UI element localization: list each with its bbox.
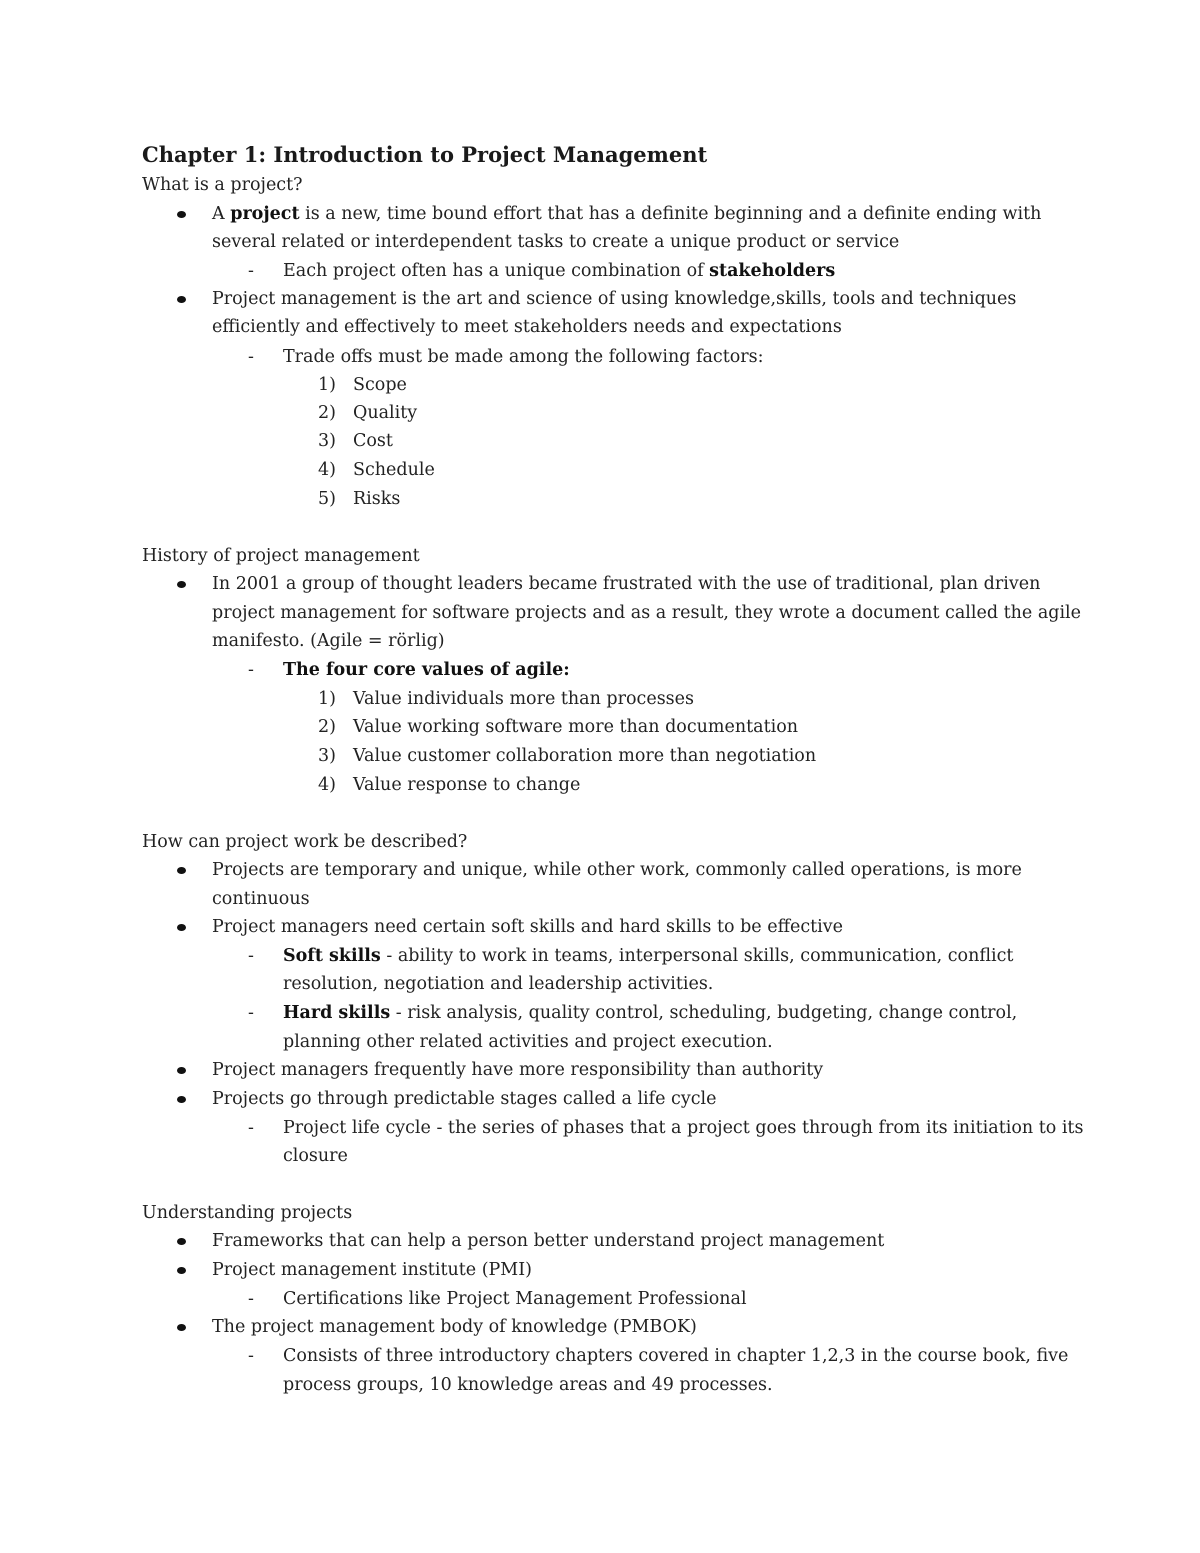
dash-marker: -	[248, 1003, 254, 1023]
bold-soft-skills: Soft skills	[283, 946, 381, 966]
sub-item-continued: resolution, negotiation and leadership activities.	[283, 974, 714, 994]
factor-number: 5)	[318, 489, 336, 509]
bold-core-values: The four core values of agile:	[283, 660, 570, 680]
list-item-continued: efficiently and effectively to meet stakeholders needs and expectations	[212, 317, 842, 337]
bullet-icon	[177, 1067, 186, 1074]
bullet-icon	[177, 581, 186, 588]
list-item-continued: manifesto. (Agile = rörlig)	[212, 631, 445, 651]
dash-marker: -	[248, 1118, 254, 1138]
factor-number: 1)	[318, 375, 336, 395]
list-item-pmbok: The project management body of knowledge (PMBOK)	[212, 1317, 697, 1337]
sub-item-pmbok-contents: Consists of three introductory chapters covered in chapter 1,2,3 in the course book, five	[283, 1346, 1069, 1366]
bold-hard-skills: Hard skills	[283, 1003, 391, 1023]
bullet-icon	[177, 211, 186, 218]
sub-item-continued: planning other related activities and project execution.	[283, 1032, 773, 1052]
dash-marker: -	[248, 347, 254, 367]
factor-item: Quality	[353, 403, 418, 423]
dash-marker: -	[248, 261, 254, 281]
bold-term-project: project	[230, 204, 300, 224]
bullet-icon	[177, 296, 186, 303]
sub-item-stakeholders: Each project often has a unique combination of stakeholders	[283, 261, 836, 281]
factor-number: 3)	[318, 431, 336, 451]
dash-marker: -	[248, 1289, 254, 1309]
value-item: Value individuals more than processes	[353, 689, 694, 709]
value-item: Value response to change	[353, 775, 581, 795]
list-item-continued: several related or interdependent tasks to create a unique product or service	[212, 232, 900, 252]
factor-item: Schedule	[353, 460, 435, 480]
value-item: Value working software more than documentation	[353, 717, 799, 737]
value-number: 2)	[318, 717, 336, 737]
factor-number: 4)	[318, 460, 336, 480]
list-item-continued: project management for software projects and as a result, they wrote a document called the agile	[212, 603, 1082, 623]
list-item-skills: Project managers need certain soft skills and hard skills to be effective	[212, 917, 844, 937]
chapter-title: Chapter 1: Introduction to Project Management	[142, 142, 708, 167]
list-item-pmi: Project management institute (PMI)	[212, 1260, 532, 1280]
list-item-temporary: Projects are temporary and unique, while other work, commonly called operations, is more	[212, 860, 1022, 880]
section-heading-what-is-project: What is a project?	[142, 175, 303, 195]
sub-item-life-cycle-def: Project life cycle - the series of phases that a project goes through from its initiation to its	[283, 1118, 1084, 1138]
factor-item: Cost	[353, 431, 393, 451]
section-heading-understanding: Understanding projects	[142, 1203, 353, 1223]
dash-marker: -	[248, 660, 254, 680]
bullet-icon	[177, 1096, 186, 1103]
value-item: Value customer collaboration more than negotiation	[353, 746, 817, 766]
factor-item: Scope	[353, 375, 407, 395]
dash-marker: -	[248, 1346, 254, 1366]
bullet-icon	[177, 924, 186, 931]
sub-item-hard-skills: Hard skills - risk analysis, quality control, scheduling, budgeting, change control,	[283, 1003, 1018, 1023]
list-item-project-def: A project is a new, time bound effort that has a definite beginning and a definite ending with	[212, 204, 1042, 224]
value-number: 4)	[318, 775, 336, 795]
list-item-agile-history: In 2001 a group of thought leaders became frustrated with the use of traditional, plan driven	[212, 574, 1041, 594]
bullet-icon	[177, 1324, 186, 1331]
bullet-icon	[177, 867, 186, 874]
sub-item-continued: closure	[283, 1146, 348, 1166]
value-number: 3)	[318, 746, 336, 766]
factor-item: Risks	[353, 489, 401, 509]
list-item-pm-def: Project management is the art and science of using knowledge,skills, tools and techniques	[212, 289, 1017, 309]
list-item-responsibility: Project managers frequently have more responsibility than authority	[212, 1060, 824, 1080]
factor-number: 2)	[318, 403, 336, 423]
sub-item-core-values	[283, 656, 570, 684]
section-heading-history: History of project management	[142, 546, 420, 566]
sub-item-continued: process groups, 10 knowledge areas and 49 processes.	[283, 1375, 773, 1395]
bullet-icon	[177, 1267, 186, 1274]
list-item-continued: continuous	[212, 889, 310, 909]
bold-term-stakeholders: stakeholders	[709, 261, 836, 281]
value-number: 1)	[318, 689, 336, 709]
sub-item-tradeoffs: Trade offs must be made among the following factors:	[283, 347, 764, 367]
sub-item-certifications: Certifications like Project Management Professional	[283, 1289, 747, 1309]
bullet-icon	[177, 1238, 186, 1245]
sub-item-soft-skills: Soft skills - ability to work in teams, interpersonal skills, communication, conflict	[283, 946, 1014, 966]
dash-marker: -	[248, 946, 254, 966]
list-item-life-cycle: Projects go through predictable stages called a life cycle	[212, 1089, 717, 1109]
list-item-frameworks: Frameworks that can help a person better understand project management	[212, 1231, 885, 1251]
section-heading-project-work: How can project work be described?	[142, 832, 468, 852]
